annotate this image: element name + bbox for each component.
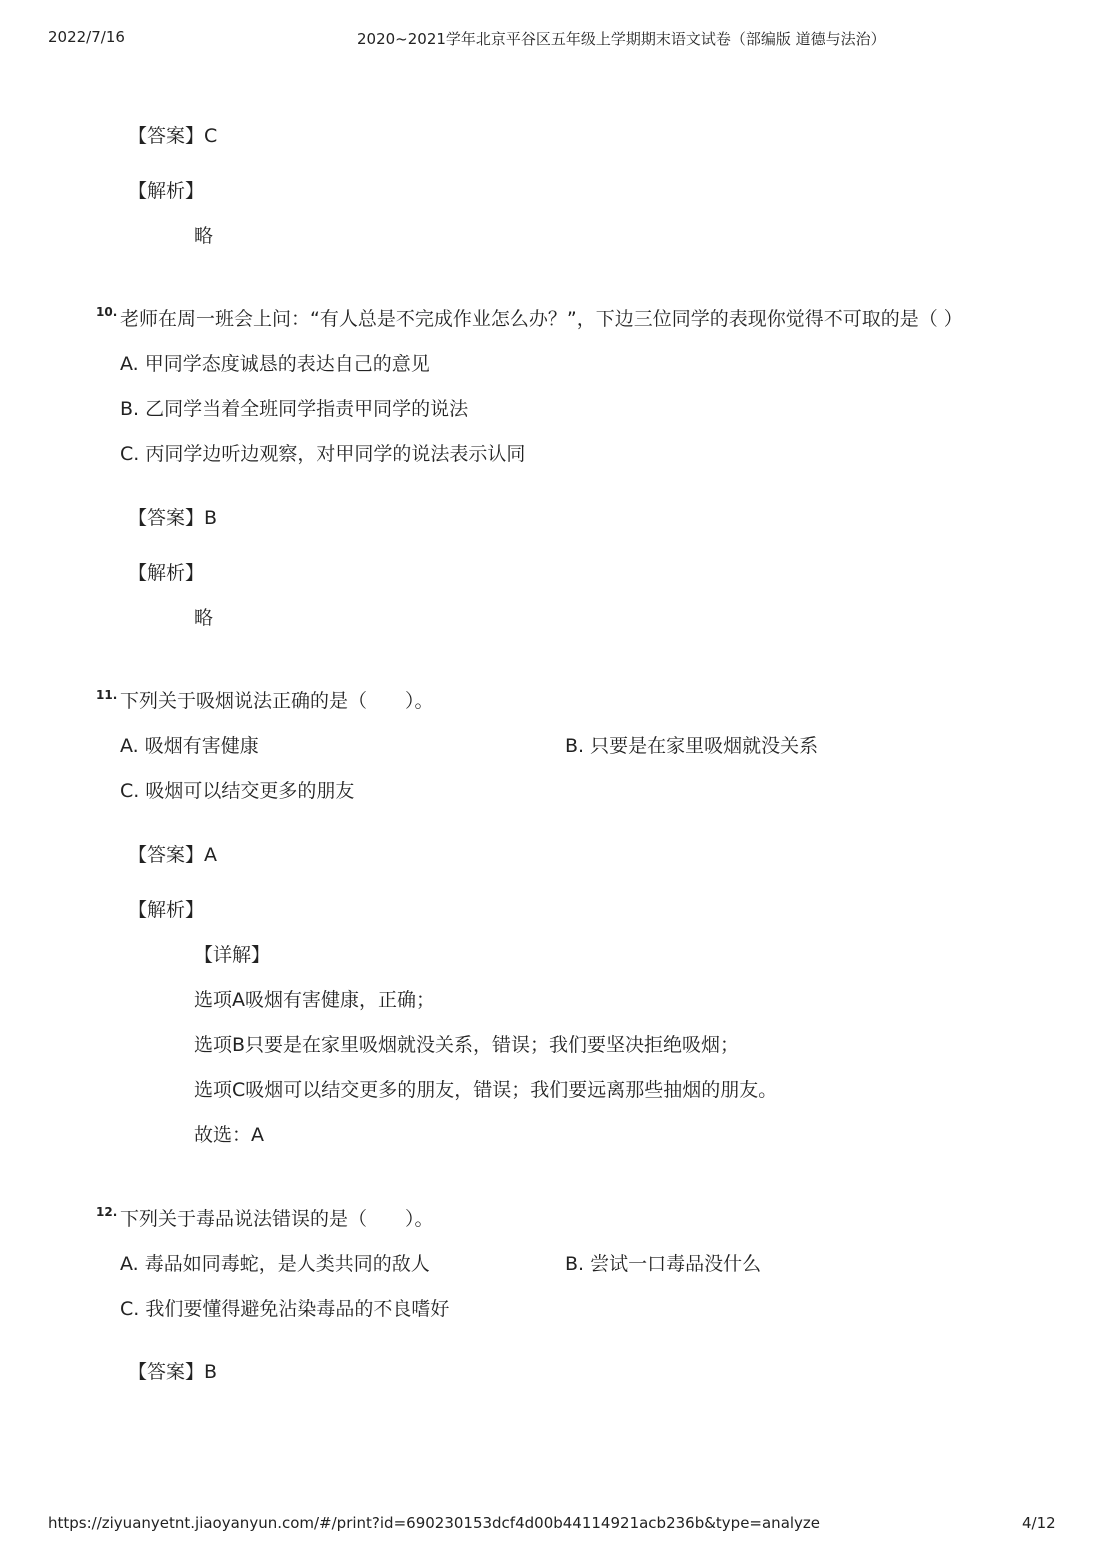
analysis-label: 【解析】 xyxy=(128,180,205,202)
answer-label: 【答案】B xyxy=(128,1361,218,1383)
detail-line: 选项B只要是在家里吸烟就没关系，错误；我们要坚决拒绝吸烟； xyxy=(194,1034,740,1056)
option-a: A. 吸烟有害健康 xyxy=(120,735,259,757)
question-stem: 下列关于毒品说法错误的是（ ）。 xyxy=(120,1208,434,1230)
detail-label: 【详解】 xyxy=(194,944,271,966)
analysis-text: 略 xyxy=(194,225,214,247)
option-b: B. 只要是在家里吸烟就没关系 xyxy=(565,735,819,757)
option-b: B. 乙同学当着全班同学指责甲同学的说法 xyxy=(120,398,469,420)
question-stem: 老师在周一班会上问：“有人总是不完成作业怎么办？”，下边三位同学的表现你觉得不可取的是（ ） xyxy=(120,308,963,330)
option-c: C. 我们要懂得避免沾染毒品的不良嗜好 xyxy=(120,1298,450,1320)
question-number: 12. xyxy=(96,1205,118,1219)
analysis-text: 略 xyxy=(194,607,214,629)
detail-line: 故选：A xyxy=(194,1124,264,1146)
answer-label: 【答案】A xyxy=(128,844,217,866)
print-date: 2022/7/16 xyxy=(48,28,125,46)
answer-label: 【答案】B xyxy=(128,507,218,529)
option-a: A. 甲同学态度诚恳的表达自己的意见 xyxy=(120,353,430,375)
page-url: https://ziyuanyetnt.jiaoyanyun.com/#/print?id=690230153dcf4d00b44114921acb236b&type=analyze xyxy=(48,1514,821,1532)
option-a: A. 毒品如同毒蛇，是人类共同的敌人 xyxy=(120,1253,430,1275)
answer-label: 【答案】C xyxy=(128,125,218,147)
option-b: B. 尝试一口毒品没什么 xyxy=(565,1253,762,1275)
option-c: C. 丙同学边听边观察，对甲同学的说法表示认同 xyxy=(120,443,526,465)
page-number: 4/12 xyxy=(1022,1514,1056,1532)
question-number: 11. xyxy=(96,688,118,702)
question-number: 10. xyxy=(96,305,118,319)
analysis-label: 【解析】 xyxy=(128,899,205,921)
question-stem: 下列关于吸烟说法正确的是（ ）。 xyxy=(120,690,434,712)
detail-line: 选项C吸烟可以结交更多的朋友，错误；我们要远离那些抽烟的朋友。 xyxy=(194,1079,778,1101)
document-title: 2020~2021学年北京平谷区五年级上学期期末语文试卷（部编版 道德与法治） xyxy=(357,30,886,48)
analysis-label: 【解析】 xyxy=(128,562,205,584)
detail-line: 选项A吸烟有害健康，正确； xyxy=(194,989,435,1011)
option-c: C. 吸烟可以结交更多的朋友 xyxy=(120,780,355,802)
